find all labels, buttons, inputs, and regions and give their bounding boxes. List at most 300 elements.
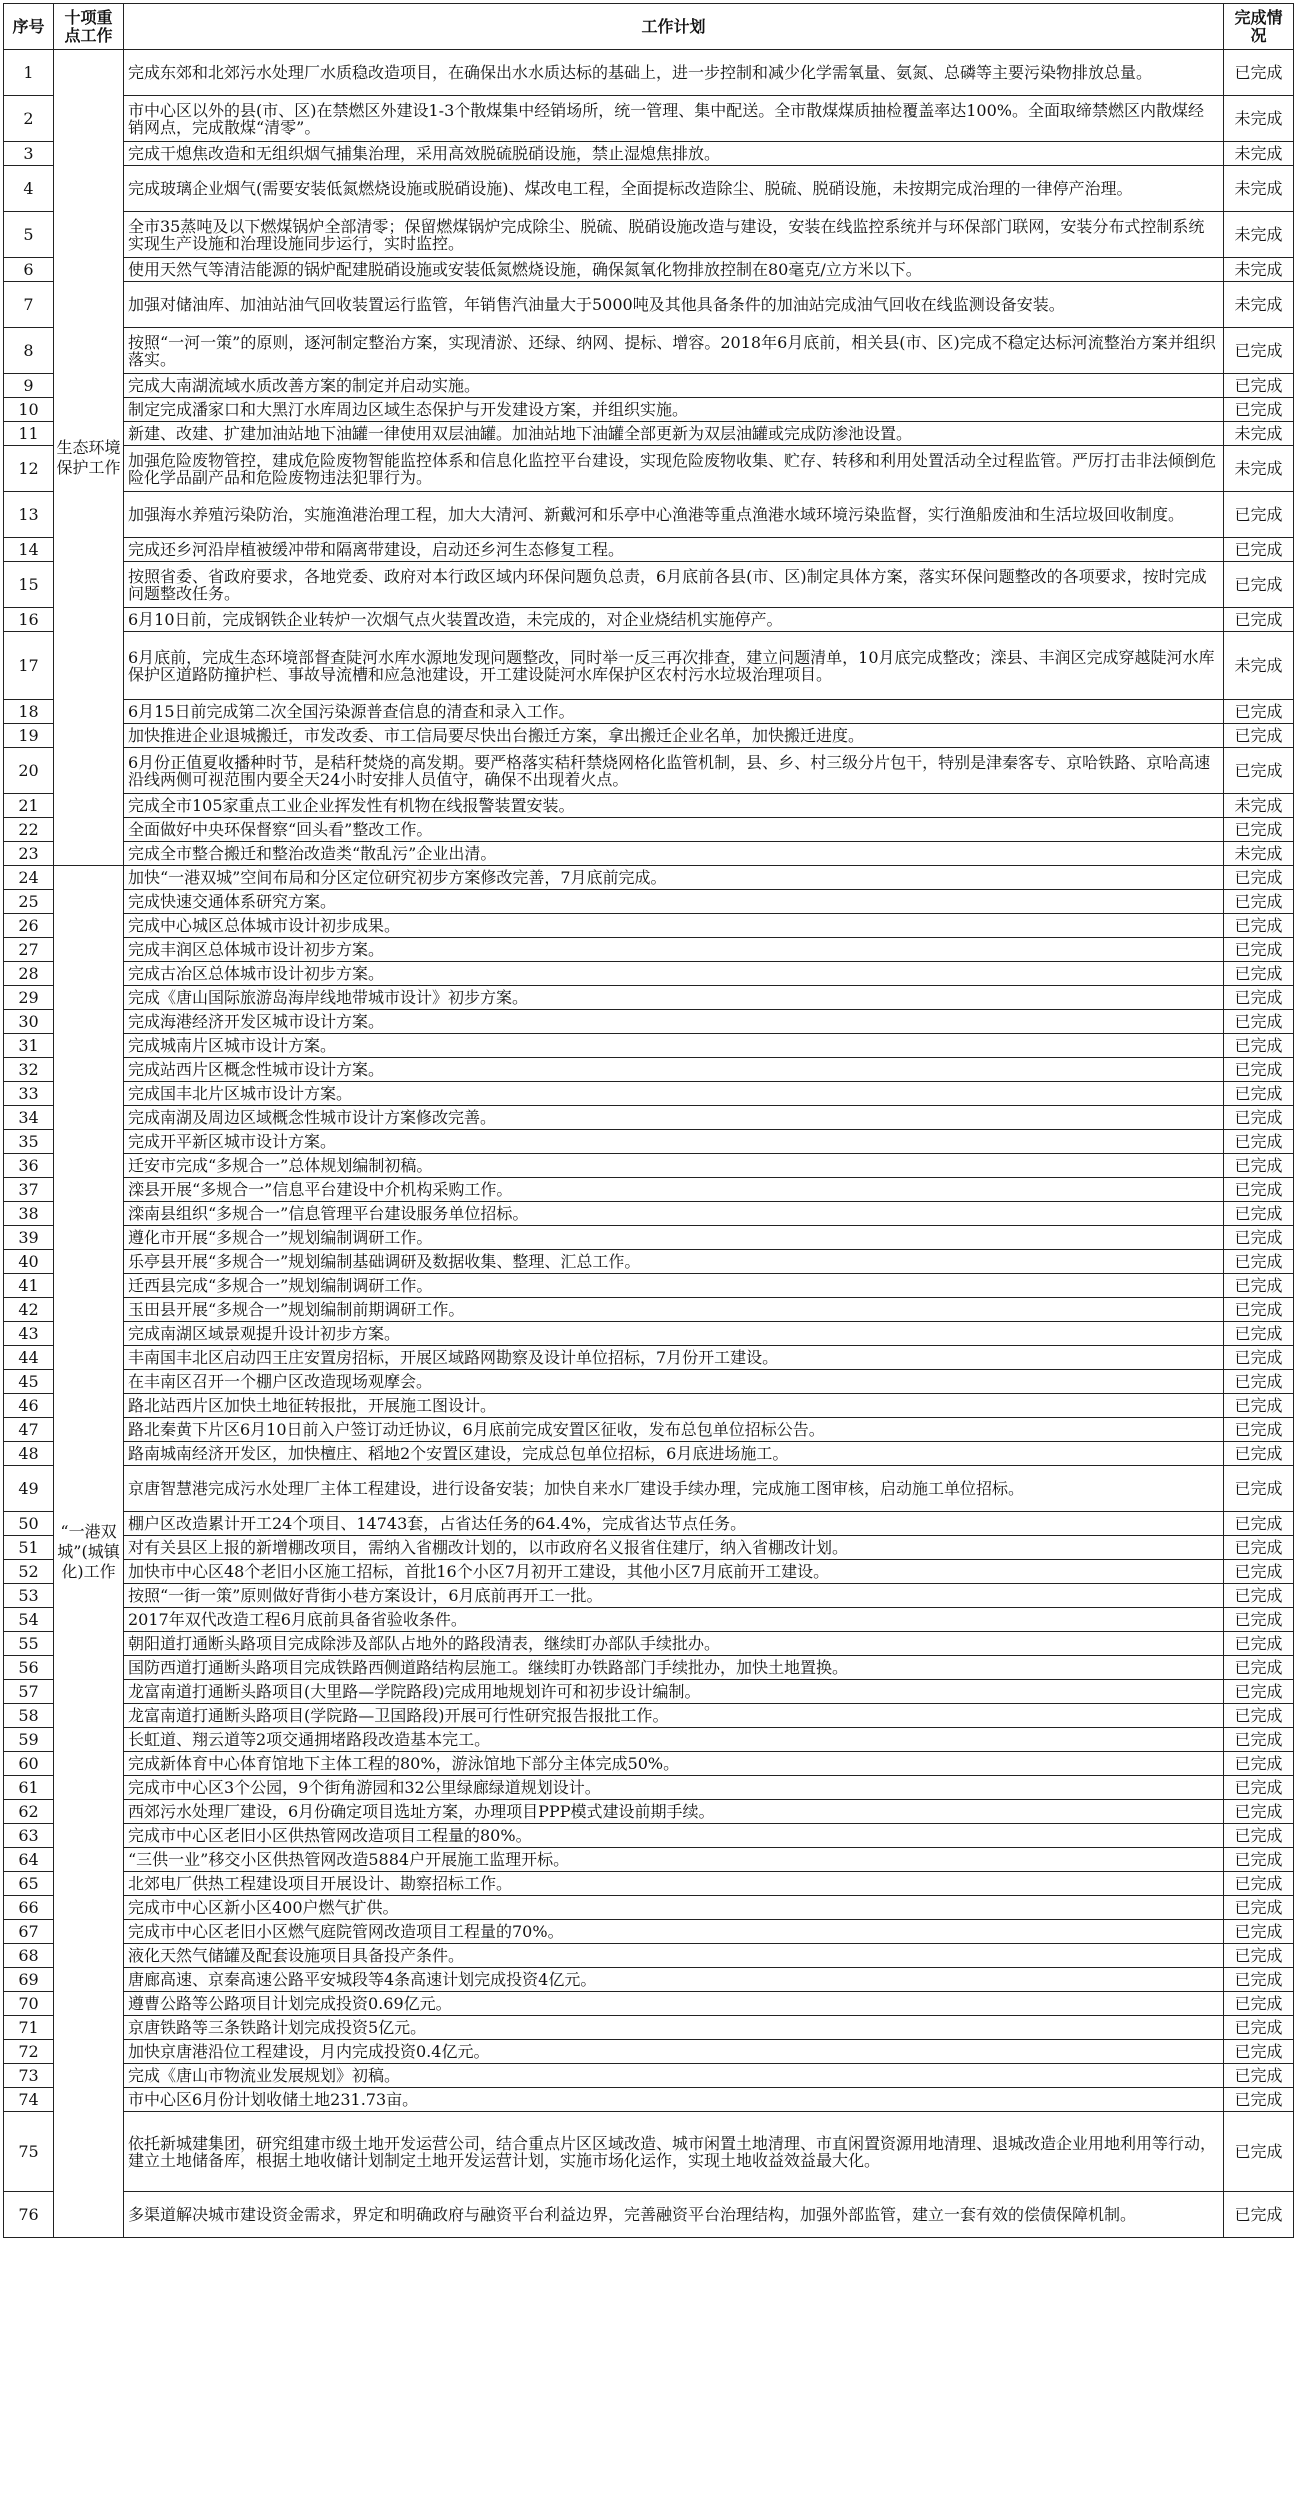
row-plan: 加强海水养殖污染防治，实施渔港治理工程，加大大清河、新戴河和乐亭中心渔港等重点渔港水域环境污染监督，实行渔船废油和生活垃圾回收制度。 [124,492,1224,538]
table-row [4,700,1294,724]
row-number: 34 [4,1106,54,1130]
table-row [4,608,1294,632]
row-status: 已完成 [1224,2064,1294,2088]
row-number: 69 [4,1968,54,1992]
row-status: 已完成 [1224,1274,1294,1298]
row-status: 已完成 [1224,2040,1294,2064]
row-number: 42 [4,1298,54,1322]
table-row [4,2112,1294,2192]
row-number: 29 [4,986,54,1010]
row-number: 51 [4,1536,54,1560]
table-row [4,1704,1294,1728]
table-row [4,1608,1294,1632]
table-row [4,2088,1294,2112]
row-plan: 完成古冶区总体城市设计初步方案。 [124,962,1224,986]
row-plan: 棚户区改造累计开工24个项目、14743套，占省达任务的64.4%，完成省达节点任务。 [124,1512,1224,1536]
table-row [4,748,1294,794]
row-number: 70 [4,1992,54,2016]
table-row [4,890,1294,914]
row-number: 60 [4,1752,54,1776]
row-number: 21 [4,794,54,818]
table-row [4,1010,1294,1034]
row-number: 61 [4,1776,54,1800]
row-status: 已完成 [1224,962,1294,986]
row-status: 已完成 [1224,1394,1294,1418]
row-status: 已完成 [1224,1250,1294,1274]
table-row [4,1298,1294,1322]
row-status: 已完成 [1224,1322,1294,1346]
table-row [4,1394,1294,1418]
row-plan: 市中心区以外的县(市、区)在禁燃区外建设1-3个散煤集中经销场所，统一管理、集中配送。全市散煤煤质抽检覆盖率达100%。全面取缔禁燃区内散煤经销网点，完成散煤“清零”。 [124,96,1224,142]
row-status: 已完成 [1224,1512,1294,1536]
row-number: 48 [4,1442,54,1466]
row-status: 已完成 [1224,890,1294,914]
row-plan: 路南城南经济开发区，加快檀庄、稻地2个安置区建设，完成总包单位招标，6月底进场施工。 [124,1442,1224,1466]
row-plan: 丰南国丰北区启动四王庄安置房招标，开展区域路网勘察及设计单位招标，7月份开工建设。 [124,1346,1224,1370]
row-plan: 完成丰润区总体城市设计初步方案。 [124,938,1224,962]
row-status: 已完成 [1224,1584,1294,1608]
row-plan: 完成市中心区3个公园，9个街角游园和32公里绿廊绿道规划设计。 [124,1776,1224,1800]
row-plan: 完成中心城区总体城市设计初步成果。 [124,914,1224,938]
table-row [4,794,1294,818]
row-status: 已完成 [1224,1106,1294,1130]
row-number: 65 [4,1872,54,1896]
row-plan: 按照“一河一策”的原则，逐河制定整治方案，实现清淤、还绿、纳网、提标、增容。2018年6月底前，相关县(市、区)完成不稳定达标河流整治方案并组织落实。 [124,328,1224,374]
row-plan: 多渠道解决城市建设资金需求，界定和明确政府与融资平台利益边界，完善融资平台治理结构，加强外部监管，建立一套有效的偿债保障机制。 [124,2192,1224,2238]
table-row [4,1728,1294,1752]
row-plan: 北郊电厂供热工程建设项目开展设计、勘察招标工作。 [124,1872,1224,1896]
row-status: 已完成 [1224,1824,1294,1848]
row-status: 已完成 [1224,866,1294,890]
row-plan: 对有关县区上报的新增棚改项目，需纳入省棚改计划的，以市政府名义报省住建厅，纳入省棚改计划。 [124,1536,1224,1560]
table-row [4,1536,1294,1560]
row-number: 10 [4,398,54,422]
row-number: 63 [4,1824,54,1848]
table-row [4,724,1294,748]
table-row [4,1872,1294,1896]
row-number: 33 [4,1082,54,1106]
row-status: 已完成 [1224,724,1294,748]
row-number: 30 [4,1010,54,1034]
table-row [4,1154,1294,1178]
row-status: 已完成 [1224,1704,1294,1728]
row-plan: 完成干熄焦改造和无组织烟气捕集治理，采用高效脱硫脱硝设施，禁止湿熄焦排放。 [124,142,1224,166]
row-number: 41 [4,1274,54,1298]
row-plan: 滦南县组织“多规合一”信息管理平台建设服务单位招标。 [124,1202,1224,1226]
row-plan: 加强危险废物管控，建成危险废物智能监控体系和信息化监控平台建设，实现危险废物收集、贮存、转移和利用处置活动全过程监管。严厉打击非法倾倒危险化学品副产品和危险废物违法犯罪行为。 [124,446,1224,492]
table-row [4,1082,1294,1106]
row-number: 50 [4,1512,54,1536]
row-plan: 唐廊高速、京秦高速公路平安城段等4条高速计划完成投资4亿元。 [124,1968,1224,1992]
row-status: 未完成 [1224,96,1294,142]
row-number: 53 [4,1584,54,1608]
row-status: 已完成 [1224,608,1294,632]
row-status: 已完成 [1224,748,1294,794]
row-status: 已完成 [1224,1896,1294,1920]
row-number: 39 [4,1226,54,1250]
row-status: 已完成 [1224,1944,1294,1968]
row-plan: 液化天然气储罐及配套设施项目具备投产条件。 [124,1944,1224,1968]
row-plan: 加快市中心区48个老旧小区施工招标，首批16个小区7月初开工建设，其他小区7月底前开工建设。 [124,1560,1224,1584]
row-number: 4 [4,166,54,212]
table-row [4,1034,1294,1058]
row-status: 已完成 [1224,2112,1294,2192]
row-status: 已完成 [1224,1752,1294,1776]
row-number: 46 [4,1394,54,1418]
row-number: 6 [4,258,54,282]
category-eco: 生态环境保护工作 [54,50,124,866]
row-plan: 在丰南区召开一个棚户区改造现场观摩会。 [124,1370,1224,1394]
row-status: 已完成 [1224,1560,1294,1584]
row-number: 72 [4,2040,54,2064]
row-number: 19 [4,724,54,748]
row-number: 54 [4,1608,54,1632]
row-plan: 路北站西片区加快土地征转报批，开展施工图设计。 [124,1394,1224,1418]
row-number: 52 [4,1560,54,1584]
row-status: 已完成 [1224,1608,1294,1632]
row-status: 已完成 [1224,1058,1294,1082]
row-plan: 全市35蒸吨及以下燃煤锅炉全部清零；保留燃煤锅炉完成除尘、脱硫、脱硝设施改造与建设，安装在线监控系统并与环保部门联网，安装分布式控制系统实现生产设施和治理设施同步运行，实时监控。 [124,212,1224,258]
row-plan: 龙富南道打通断头路项目(大里路—学院路段)完成用地规划许可和初步设计编制。 [124,1680,1224,1704]
row-number: 57 [4,1680,54,1704]
header-no: 序号 [4,4,54,50]
row-status: 已完成 [1224,986,1294,1010]
row-number: 43 [4,1322,54,1346]
row-number: 17 [4,632,54,700]
row-number: 7 [4,282,54,328]
table-row [4,258,1294,282]
row-number: 24 [4,866,54,890]
row-status: 已完成 [1224,1872,1294,1896]
row-plan: 京唐智慧港完成污水处理厂主体工程建设，进行设备安装；加快自来水厂建设手续办理，完成施工图审核，启动施工单位招标。 [124,1466,1224,1512]
table-row [4,632,1294,700]
row-status: 已完成 [1224,1466,1294,1512]
row-plan: 完成南湖及周边区域概念性城市设计方案修改完善。 [124,1106,1224,1130]
row-number: 13 [4,492,54,538]
row-status: 已完成 [1224,938,1294,962]
row-status: 已完成 [1224,1370,1294,1394]
table-row [4,818,1294,842]
row-plan: 玉田县开展“多规合一”规划编制前期调研工作。 [124,1298,1224,1322]
row-plan: 遵化市开展“多规合一”规划编制调研工作。 [124,1226,1224,1250]
row-plan: 全面做好中央环保督察“回头看”整改工作。 [124,818,1224,842]
row-number: 32 [4,1058,54,1082]
table-row [4,1250,1294,1274]
row-number: 64 [4,1848,54,1872]
row-number: 73 [4,2064,54,2088]
row-number: 3 [4,142,54,166]
row-number: 27 [4,938,54,962]
table-row [4,938,1294,962]
row-status: 已完成 [1224,1418,1294,1442]
row-status: 未完成 [1224,166,1294,212]
row-plan: 完成《唐山市物流业发展规划》初稿。 [124,2064,1224,2088]
row-plan: 完成南湖区域景观提升设计初步方案。 [124,1322,1224,1346]
row-status: 已完成 [1224,50,1294,96]
row-status: 已完成 [1224,914,1294,938]
table-row [4,422,1294,446]
row-plan: 完成全市整合搬迁和整治改造类“散乱污”企业出清。 [124,842,1224,866]
row-status: 已完成 [1224,1442,1294,1466]
table-row [4,1680,1294,1704]
row-plan: 迁西县完成“多规合一”规划编制调研工作。 [124,1274,1224,1298]
row-status: 已完成 [1224,1130,1294,1154]
table-row [4,1656,1294,1680]
row-plan: 使用天然气等清洁能源的锅炉配建脱硝设施或安装低氮燃烧设施，确保氮氧化物排放控制在80毫克/立方米以下。 [124,258,1224,282]
table-row [4,1130,1294,1154]
row-plan: 按照“一街一策”原则做好背街小巷方案设计，6月底前再开工一批。 [124,1584,1224,1608]
table-row [4,2192,1294,2238]
row-number: 18 [4,700,54,724]
row-number: 25 [4,890,54,914]
row-number: 74 [4,2088,54,2112]
table-row [4,1560,1294,1584]
table-row [4,282,1294,328]
row-plan: 加强对储油库、加油站油气回收装置运行监管，年销售汽油量大于5000吨及其他具备条件的加油站完成油气回收在线监测设备安装。 [124,282,1224,328]
row-number: 47 [4,1418,54,1442]
row-plan: 乐亭县开展“多规合一”规划编制基础调研及数据收集、整理、汇总工作。 [124,1250,1224,1274]
row-status: 已完成 [1224,1800,1294,1824]
row-plan: 完成《唐山国际旅游岛海岸线地带城市设计》初步方案。 [124,986,1224,1010]
row-number: 23 [4,842,54,866]
row-plan: 制定完成潘家口和大黑汀水库周边区域生态保护与开发建设方案，并组织实施。 [124,398,1224,422]
row-status: 已完成 [1224,1680,1294,1704]
row-plan: 新建、改建、扩建加油站地下油罐一律使用双层油罐。加油站地下油罐全部更新为双层油罐或完成防渗池设置。 [124,422,1224,446]
row-plan: 滦县开展“多规合一”信息平台建设中介机构采购工作。 [124,1178,1224,1202]
row-plan: 完成玻璃企业烟气(需要安装低氮燃烧设施或脱硝设施)、煤改电工程，全面提标改造除尘、脱硫、脱硝设施，未按期完成治理的一律停产治理。 [124,166,1224,212]
row-number: 37 [4,1178,54,1202]
table-row [4,1178,1294,1202]
table-row [4,1776,1294,1800]
row-status: 未完成 [1224,632,1294,700]
row-status: 已完成 [1224,818,1294,842]
table-row [4,1992,1294,2016]
row-number: 8 [4,328,54,374]
row-number: 12 [4,446,54,492]
row-plan: 完成市中心区新小区400户燃气扩供。 [124,1896,1224,1920]
row-number: 9 [4,374,54,398]
table-row [4,374,1294,398]
row-plan: 完成市中心区老旧小区供热管网改造项目工程量的80%。 [124,1824,1224,1848]
table-row [4,1848,1294,1872]
row-number: 68 [4,1944,54,1968]
table-row [4,96,1294,142]
row-status: 未完成 [1224,422,1294,446]
row-plan: 2017年双代改造工程6月底前具备省验收条件。 [124,1608,1224,1632]
row-number: 5 [4,212,54,258]
header-plan: 工作计划 [124,4,1224,50]
header-category: 十项重点工作 [54,4,124,50]
row-number: 28 [4,962,54,986]
row-status: 已完成 [1224,2192,1294,2238]
row-number: 67 [4,1920,54,1944]
table-row [4,1824,1294,1848]
table-row [4,2016,1294,2040]
row-number: 31 [4,1034,54,1058]
row-status: 已完成 [1224,374,1294,398]
table-row [4,562,1294,608]
row-status: 已完成 [1224,2088,1294,2112]
table-row [4,1944,1294,1968]
table-row [4,166,1294,212]
row-plan: 长虹道、翔云道等2项交通拥堵路段改造基本完工。 [124,1728,1224,1752]
table-row [4,986,1294,1010]
row-plan: 加快“一港双城”空间布局和分区定位研究初步方案修改完善，7月底前完成。 [124,866,1224,890]
table-row [4,1106,1294,1130]
row-status: 已完成 [1224,1920,1294,1944]
table-row [4,1896,1294,1920]
row-plan: 加快推进企业退城搬迁，市发改委、市工信局要尽快出台搬迁方案，拿出搬迁企业名单，加快搬迁进度。 [124,724,1224,748]
row-number: 36 [4,1154,54,1178]
row-plan: 完成东郊和北郊污水处理厂水质稳改造项目，在确保出水水质达标的基础上，进一步控制和减少化学需氧量、氨氮、总磷等主要污染物排放总量。 [124,50,1224,96]
row-number: 15 [4,562,54,608]
row-status: 已完成 [1224,1992,1294,2016]
row-status: 已完成 [1224,2016,1294,2040]
table-row [4,446,1294,492]
row-status: 已完成 [1224,1656,1294,1680]
row-status: 未完成 [1224,282,1294,328]
row-status: 已完成 [1224,562,1294,608]
row-status: 已完成 [1224,1202,1294,1226]
row-number: 71 [4,2016,54,2040]
table-row [4,1442,1294,1466]
table-row [4,1632,1294,1656]
row-number: 59 [4,1728,54,1752]
row-number: 56 [4,1656,54,1680]
row-plan: 按照省委、省政府要求，各地党委、政府对本行政区域内环保问题负总责，6月底前各县(市、区)制定具体方案，落实环保问题整改的各项要求，按时完成问题整改任务。 [124,562,1224,608]
table-row [4,1322,1294,1346]
row-number: 66 [4,1896,54,1920]
row-plan: 完成站西片区概念性城市设计方案。 [124,1058,1224,1082]
table-row [4,50,1294,96]
row-number: 49 [4,1466,54,1512]
row-plan: 龙富南道打通断头路项目(学院路—卫国路段)开展可行性研究报告报批工作。 [124,1704,1224,1728]
row-status: 未完成 [1224,446,1294,492]
table-row [4,1512,1294,1536]
row-number: 22 [4,818,54,842]
row-plan: 市中心区6月份计划收储土地231.73亩。 [124,2088,1224,2112]
table-row [4,142,1294,166]
row-plan: 6月10日前，完成钢铁企业转炉一次烟气点火装置改造，未完成的，对企业烧结机实施停产。 [124,608,1224,632]
work-plan-table [3,3,1294,2238]
table-row [4,1418,1294,1442]
row-plan: 路北秦黄下片区6月10日前入户签订动迁协议，6月底前完成安置区征收，发布总包单位招标公告。 [124,1418,1224,1442]
row-number: 2 [4,96,54,142]
table-row [4,842,1294,866]
row-plan: 完成新体育中心体育馆地下主体工程的80%，游泳馆地下部分主体完成50%。 [124,1752,1224,1776]
row-status: 已完成 [1224,1034,1294,1058]
header-status: 完成情况 [1224,4,1294,50]
row-status: 已完成 [1224,1178,1294,1202]
row-status: 未完成 [1224,258,1294,282]
row-plan: 完成快速交通体系研究方案。 [124,890,1224,914]
table-row [4,1226,1294,1250]
row-status: 未完成 [1224,794,1294,818]
row-plan: 依托新城建集团，研究组建市级土地开发运营公司，结合重点片区区域改造、城市闲置土地清理、市直闲置资源用地清理、退城改造企业用地利用等行动，建立土地储备库，根据土地收储计划制定土地开发运营计划，实施市场化运作，实现土地收益效益最大化。 [124,2112,1224,2192]
row-status: 已完成 [1224,1632,1294,1656]
table-row [4,2064,1294,2088]
row-status: 已完成 [1224,328,1294,374]
row-status: 已完成 [1224,1848,1294,1872]
row-plan: 6月底前，完成生态环境部督查陡河水库水源地发现问题整改，同时举一反三再次排查，建立问题清单，10月底完成整改；滦县、丰润区完成穿越陡河水库保护区道路防撞护栏、事故导流槽和应急池建设，开工建设陡河水库保护区农村污水垃圾治理项目。 [124,632,1224,700]
row-plan: 国防西道打通断头路项目完成铁路西侧道路结构层施工。继续盯办铁路部门手续批办，加快土地置换。 [124,1656,1224,1680]
table-row [4,1752,1294,1776]
row-status: 已完成 [1224,492,1294,538]
row-plan: 迁安市完成“多规合一”总体规划编制初稿。 [124,1154,1224,1178]
row-number: 40 [4,1250,54,1274]
table-row [4,866,1294,890]
row-plan: 朝阳道打通断头路项目完成除涉及部队占地外的路段清表，继续盯办部队手续批办。 [124,1632,1224,1656]
row-status: 已完成 [1224,1082,1294,1106]
row-number: 45 [4,1370,54,1394]
row-status: 已完成 [1224,1968,1294,1992]
row-status: 已完成 [1224,1010,1294,1034]
row-plan: 6月份正值夏收播种时节，是秸秆焚烧的高发期。要严格落实秸秆禁烧网格化监管机制，县、乡、村三级分片包干，特别是津秦客专、京哈铁路、京哈高速沿线两侧可视范围内要全天24小时安排人员值守，确保不出现着火点。 [124,748,1224,794]
table-row [4,1274,1294,1298]
table-row [4,1584,1294,1608]
row-status: 已完成 [1224,1226,1294,1250]
row-status: 未完成 [1224,842,1294,866]
table-row [4,2040,1294,2064]
table-row [4,492,1294,538]
table-row [4,1346,1294,1370]
category-city: “一港双城”(城镇化)工作 [54,866,124,2238]
row-status: 已完成 [1224,700,1294,724]
table-row [4,1800,1294,1824]
row-plan: 完成海港经济开发区城市设计方案。 [124,1010,1224,1034]
row-plan: 完成全市105家重点工业企业挥发性有机物在线报警装置安装。 [124,794,1224,818]
table-row [4,328,1294,374]
row-plan: 加快京唐港沿位工程建设，月内完成投资0.4亿元。 [124,2040,1224,2064]
row-status: 已完成 [1224,1346,1294,1370]
row-status: 已完成 [1224,1298,1294,1322]
row-plan: 完成开平新区城市设计方案。 [124,1130,1224,1154]
row-status: 已完成 [1224,1154,1294,1178]
row-number: 14 [4,538,54,562]
row-status: 未完成 [1224,212,1294,258]
work-plan-sheet [3,3,1293,2238]
row-number: 16 [4,608,54,632]
table-row [4,212,1294,258]
row-number: 75 [4,2112,54,2192]
row-number: 58 [4,1704,54,1728]
row-plan: 完成城南片区城市设计方案。 [124,1034,1224,1058]
row-plan: 完成还乡河沿岸植被缓冲带和隔离带建设，启动还乡河生态修复工程。 [124,538,1224,562]
row-status: 未完成 [1224,142,1294,166]
row-status: 已完成 [1224,1536,1294,1560]
row-plan: 完成国丰北片区城市设计方案。 [124,1082,1224,1106]
row-number: 55 [4,1632,54,1656]
row-number: 44 [4,1346,54,1370]
row-status: 已完成 [1224,398,1294,422]
table-row [4,914,1294,938]
row-status: 已完成 [1224,538,1294,562]
row-number: 20 [4,748,54,794]
row-number: 38 [4,1202,54,1226]
row-plan: 西郊污水处理厂建设，6月份确定项目选址方案，办理项目PPP模式建设前期手续。 [124,1800,1224,1824]
table-row [4,1920,1294,1944]
row-number: 11 [4,422,54,446]
row-number: 1 [4,50,54,96]
row-number: 62 [4,1800,54,1824]
table-row [4,538,1294,562]
row-number: 76 [4,2192,54,2238]
table-row [4,398,1294,422]
table-body [4,50,1294,2238]
header-row [4,4,1294,50]
row-plan: 完成市中心区老旧小区燃气庭院管网改造项目工程量的70%。 [124,1920,1224,1944]
table-row [4,1202,1294,1226]
